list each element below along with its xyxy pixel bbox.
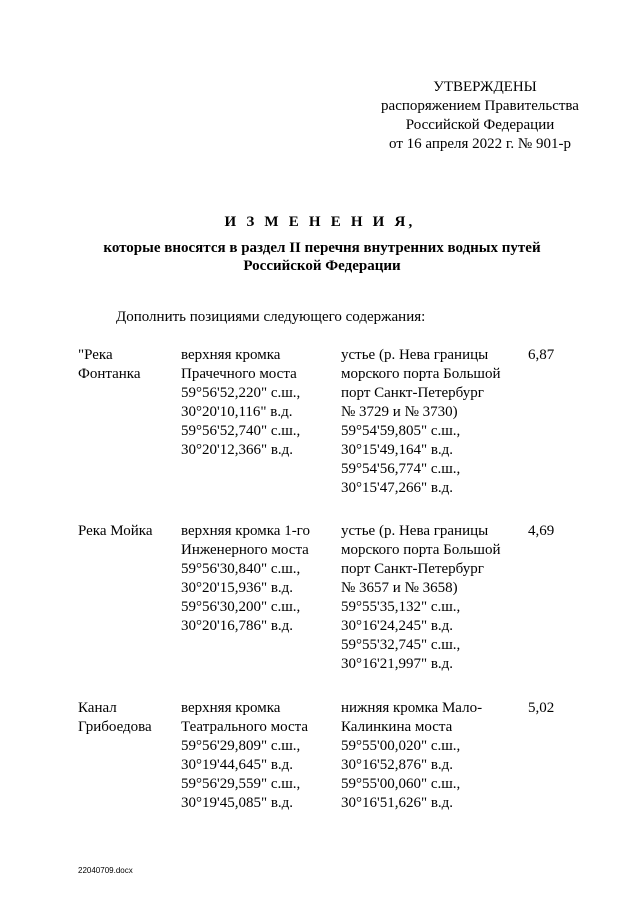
intro-paragraph: Дополнить позициями следующего содержания:	[116, 309, 426, 325]
file-name-footer: 22040709.docx	[78, 866, 133, 875]
end-line: морского порта Большой	[341, 366, 501, 382]
length-text: 6,87	[528, 347, 555, 363]
length-text: 5,02	[528, 700, 555, 716]
waterway-name	[78, 346, 141, 384]
waterway-name	[78, 699, 152, 737]
end-line: 59°55'00,020" с.ш.,	[341, 738, 461, 754]
name-line: Река Мойка	[78, 523, 153, 539]
end-line: устье (р. Нева границы	[341, 347, 489, 363]
length-text: 4,69	[528, 523, 555, 539]
length-value	[528, 699, 554, 718]
document-subtitle	[0, 239, 640, 275]
end-line: № 3729 и № 3730)	[341, 404, 458, 420]
end-line: устье (р. Нева границы	[341, 523, 489, 539]
end-line: порт Санкт-Петербург	[341, 561, 484, 577]
start-line: 59°56'52,740" с.ш.,	[181, 423, 301, 439]
start-point	[181, 346, 300, 460]
start-point	[181, 522, 310, 636]
start-line: 59°56'30,840" с.ш.,	[181, 561, 301, 577]
start-line: 30°20'12,366" в.д.	[181, 442, 294, 458]
end-line: 30°16'21,997" в.д.	[341, 656, 454, 672]
name-line: Фонтанка	[78, 366, 141, 382]
start-line: 59°56'29,809" с.ш.,	[181, 738, 301, 754]
end-point	[341, 522, 501, 674]
start-line: 59°56'52,220" с.ш.,	[181, 385, 301, 401]
start-line: Театрального моста	[181, 719, 309, 735]
end-line: морского порта Большой	[341, 542, 501, 558]
start-line: верхняя кромка	[181, 347, 281, 363]
approval-heading: УТВЕРЖДЕНЫ	[433, 79, 537, 95]
start-line: 30°20'16,786" в.д.	[181, 618, 294, 634]
start-line: 30°20'10,116" в.д.	[181, 404, 293, 420]
start-line: 30°20'15,936" в.д.	[181, 580, 294, 596]
start-line: верхняя кромка	[181, 700, 281, 716]
start-line: 59°56'30,200" с.ш.,	[181, 599, 301, 615]
end-line: 30°16'51,626" в.д.	[341, 795, 454, 811]
start-line: 30°19'44,645" в.д.	[181, 757, 294, 773]
end-point	[341, 699, 482, 813]
approval-line: Российской Федерации	[405, 117, 555, 133]
end-line: 59°54'56,774" с.ш.,	[341, 461, 461, 477]
approval-block	[330, 78, 630, 154]
end-line: 30°15'49,164" в.д.	[341, 442, 454, 458]
end-line: 59°54'59,805" с.ш.,	[341, 423, 461, 439]
name-line: Канал	[78, 700, 117, 716]
waterway-name	[78, 522, 152, 541]
name-line: Грибоедова	[78, 719, 152, 735]
end-line: 59°55'00,060" с.ш.,	[341, 776, 461, 792]
start-line: 59°56'29,559" с.ш.,	[181, 776, 301, 792]
start-line: Прачечного моста	[181, 366, 297, 382]
end-line: 30°16'24,245" в.д.	[341, 618, 454, 634]
subtitle-line: Российской Федерации	[243, 258, 401, 274]
end-point	[341, 346, 501, 498]
end-line: 59°55'32,745" с.ш.,	[341, 637, 461, 653]
end-line: порт Санкт-Петербург	[341, 385, 484, 401]
length-value	[528, 346, 554, 365]
start-line: 30°19'45,085" в.д.	[181, 795, 294, 811]
subtitle-line: которые вносятся в раздел II перечня внутренних водных путей	[103, 240, 541, 256]
approval-line: распоряжением Правительства	[381, 98, 579, 114]
document-title: И З М Е Н Е Н И Я,	[224, 214, 416, 230]
end-line: 30°16'52,876" в.д.	[341, 757, 454, 773]
end-line: № 3657 и № 3658)	[341, 580, 458, 596]
name-line: "Река	[78, 347, 113, 363]
start-line: Инженерного моста	[181, 542, 309, 558]
start-point	[181, 699, 308, 813]
end-line: нижняя кромка Мало-	[341, 700, 483, 716]
start-line: верхняя кромка 1-го	[181, 523, 310, 539]
length-value	[528, 522, 554, 541]
end-line: 30°15'47,266" в.д.	[341, 480, 454, 496]
end-line: Калинкина моста	[341, 719, 453, 735]
approval-date-number: от 16 апреля 2022 г. № 901-р	[389, 136, 571, 152]
end-line: 59°55'35,132" с.ш.,	[341, 599, 461, 615]
